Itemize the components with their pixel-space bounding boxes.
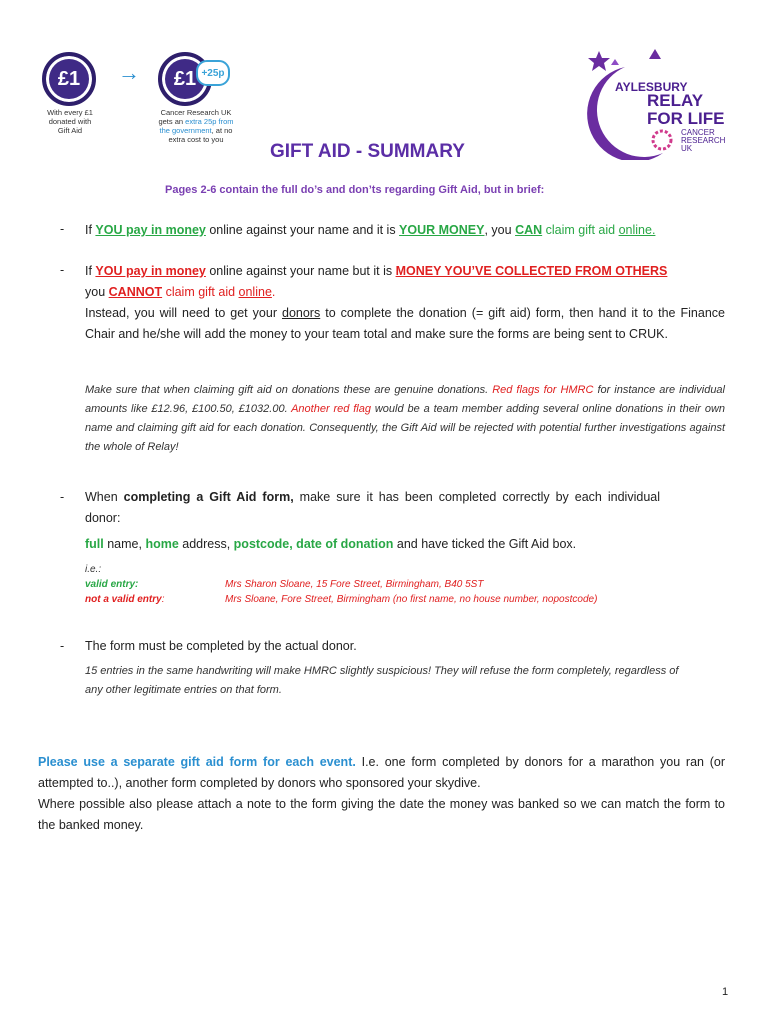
plus-25p-badge: +25p: [196, 60, 230, 86]
caption-text: , at no: [211, 126, 233, 135]
separate-form-highlight: Please use a separate gift aid form for each event.: [38, 755, 356, 769]
cruk-line: RESEARCH: [681, 136, 726, 145]
caption-highlight: the government: [159, 126, 212, 135]
arrow-right-icon: →: [118, 60, 140, 85]
page-number: 1: [722, 986, 729, 998]
bullet-completing-form: When completing a Gift Aid form, make sure it has been completed correctly by each individual donor:: [85, 490, 660, 525]
bullet-dash: -: [60, 222, 65, 236]
logo-line-for-life: FOR LIFE: [647, 109, 725, 128]
caption-line: With every £1: [47, 108, 93, 117]
bullet-actual-donor: The form must be completed by the actual donor.: [85, 639, 357, 653]
caption-line: Cancer Research UK: [160, 108, 232, 117]
gift-aid-coin-right: [158, 52, 225, 106]
caption-line: extra cost to you: [168, 135, 224, 144]
invalid-entry-colon: :: [161, 594, 165, 605]
cruk-text: [681, 129, 725, 153]
invalid-entry-label: not a valid entry: [85, 594, 162, 605]
examples-values: [225, 577, 597, 607]
bullet-dash: -: [60, 263, 65, 277]
coin-symbol: £1: [173, 67, 197, 90]
ie-label: i.e.:: [85, 564, 102, 575]
caption-line: donated with: [48, 117, 92, 126]
caption-text: gets an: [158, 117, 186, 126]
closing-paragraph: [38, 752, 725, 836]
gift-aid-coin-left: [42, 52, 96, 106]
coin-symbol: £1: [57, 67, 81, 90]
closing-note: Where possible also please attach a note to the form giving the date the money was banked so we can match the form to the banked money.: [38, 797, 725, 832]
cruk-line: CANCER: [681, 128, 715, 137]
examples-block: [85, 562, 164, 607]
pound-coin-icon: [42, 52, 96, 106]
valid-entry-label: valid entry:: [85, 579, 139, 590]
handwriting-note: 15 entries in the same handwriting will make HMRC slightly suspicious! They will refuse the form completely, regardless of any other legitimate entries on that form.: [85, 665, 679, 696]
required-fields-line: full name, home address, postcode, date of donation and have ticked the Gift Aid box.: [85, 537, 577, 551]
cruk-line: UK: [681, 144, 693, 153]
bullet-dash: -: [60, 639, 65, 653]
relay-for-life-logo: [585, 45, 735, 160]
caption-line: Gift Aid: [57, 126, 83, 135]
red-flags-note: Make sure that when claiming gift aid on donations these are genuine donations. Red flags for HMRC for instance are individual amounts like £12.96, £100.50, £1032.00. Another red flag would be a team member adding several online donations in their own name and claiming gift aid for each donation. Consequently, the Gift Aid will be rejected with potential further investigations against the whole of Relay!: [85, 384, 726, 453]
coin-right-caption: [146, 108, 246, 144]
intro-text: Pages 2-6 contain the full do’s and don’ts regarding Gift Aid, but in brief:: [165, 184, 545, 196]
page-title: GIFT AID - SUMMARY: [270, 141, 465, 162]
caption-highlight: extra 25p from: [185, 117, 234, 126]
coin-left-caption: [30, 108, 110, 135]
invalid-entry-value: Mrs Sloane, Fore Street, Birmingham (no first name, no house number, nopostcode): [225, 594, 598, 605]
valid-entry-value: Mrs Sharon Sloane, 15 Fore Street, Birmingham, B40 5ST: [225, 579, 484, 590]
bullet-your-money: If YOU pay in money online against your name and it is YOUR MONEY, you CAN claim gift aid online.: [85, 223, 656, 237]
bullet-dash: -: [60, 490, 65, 504]
logo-line-relay: RELAY: [647, 91, 704, 110]
closing-text: I.e. one form completed by donors for a marathon you ran (or attempted to..), another form completed by donors who sponsored your skydive.: [38, 755, 726, 790]
logo-line-aylesbury: AYLESBURY: [615, 80, 688, 94]
bullet-collected-money: If YOU pay in money online against your name but it is MONEY YOU’VE COLLECTED FROM OTHERS you CANNOT claim gift aid online. Instead, you will need to get your donors to complete the donation (= gift aid) form, then hand it to the Finance Chair and he/she will add the money to your team total and make sure the forms are being sent to CRUK.: [85, 264, 725, 341]
